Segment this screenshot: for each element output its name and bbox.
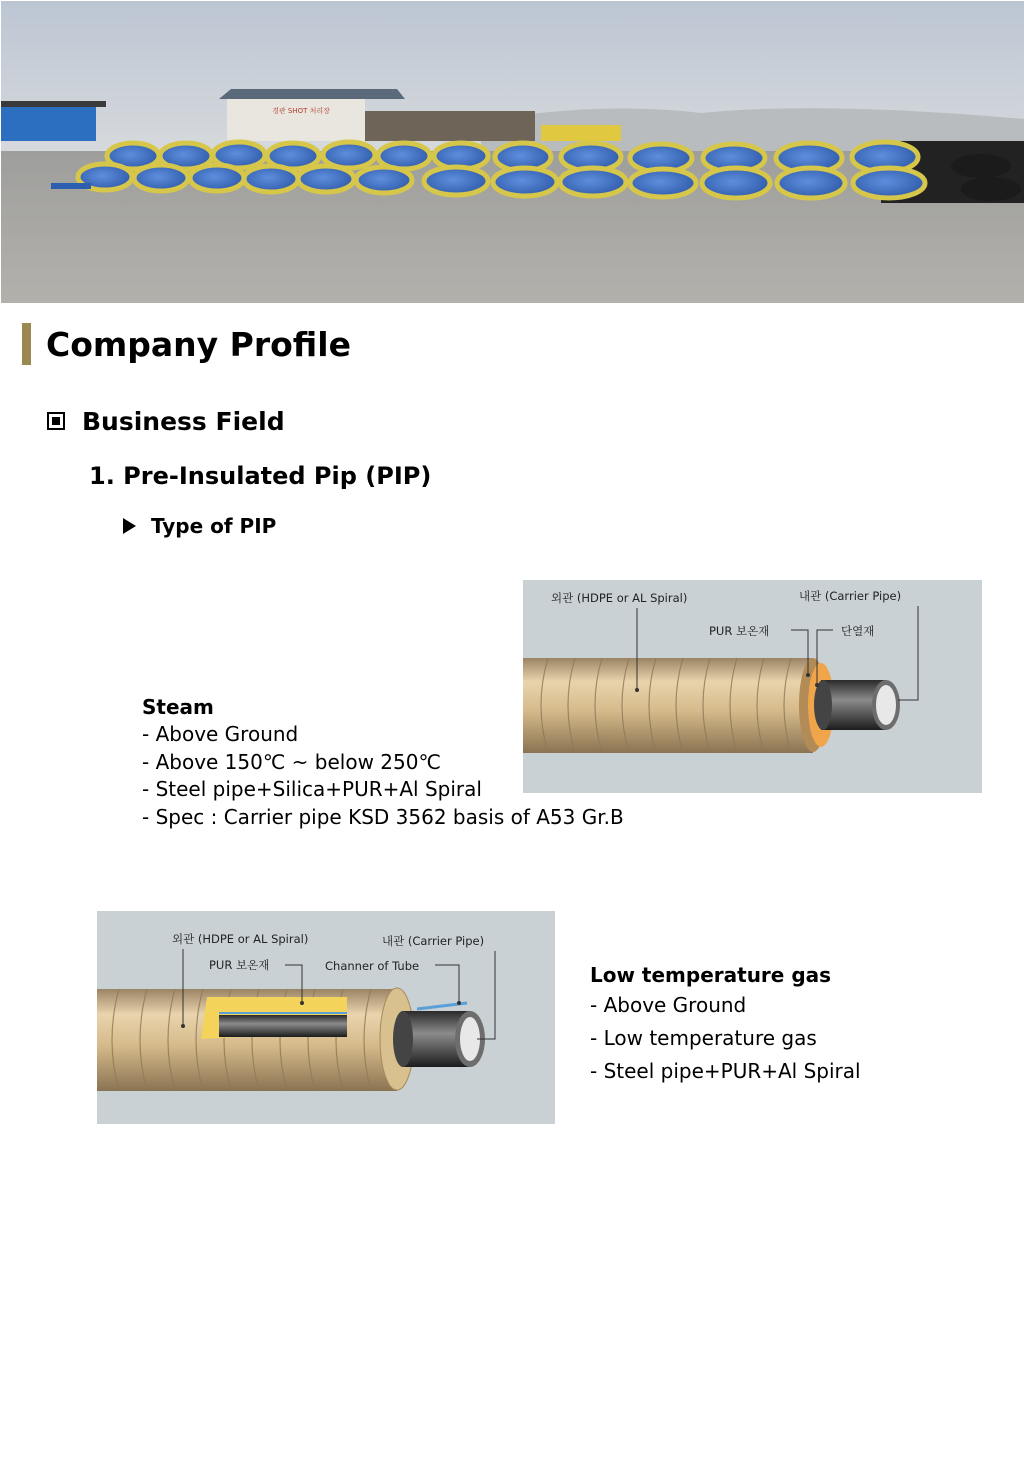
gas-label-outer: 외관 (HDPE or AL Spiral)	[172, 932, 309, 946]
section-title: Business Field	[82, 407, 285, 436]
hero-photo	[1, 1, 1024, 303]
subsection-title: 1. Pre-Insulated Pip (PIP)	[89, 462, 432, 490]
low-temp-gas-pipe-diagram	[97, 911, 555, 1124]
steam-item: - Above Ground	[142, 722, 299, 746]
steam-item: - Spec : Carrier pipe KSD 3562 basis of A53 Gr.B	[142, 804, 624, 829]
steam-label-outer: 외관 (HDPE or AL Spiral)	[551, 591, 688, 605]
title-accent-bar	[22, 323, 31, 365]
steam-label-inner: 내관 (Carrier Pipe)	[799, 589, 902, 603]
type-label: Type of PIP	[151, 514, 277, 538]
steam-title: Steam	[142, 695, 214, 719]
triangle-right-icon	[123, 518, 136, 534]
gas-label-pur: PUR 보온재	[209, 958, 270, 972]
low-temp-gas-description	[590, 962, 861, 1088]
square-bullet-icon	[47, 412, 65, 430]
steam-item: - Above 150℃ ~ below 250℃	[142, 749, 441, 774]
gas-label-inner: 내관 (Carrier Pipe)	[382, 934, 485, 948]
gas-item: - Steel pipe+PUR+Al Spiral	[590, 1059, 861, 1083]
gas-item: - Above Ground	[590, 993, 747, 1017]
page-title: Company Profile	[46, 325, 351, 364]
steam-label-insulation: 단열재	[841, 624, 875, 638]
gas-label-channel: Channer of Tube	[325, 959, 420, 973]
steam-item: - Steel pipe+Silica+PUR+Al Spiral	[142, 777, 482, 801]
steam-description	[142, 694, 624, 831]
gas-item: - Low temperature gas	[590, 1026, 817, 1050]
hero-sign-text: 경관 SHOT 처리장	[272, 107, 330, 115]
gas-title: Low temperature gas	[590, 963, 832, 987]
steam-label-pur: PUR 보온재	[709, 624, 770, 638]
